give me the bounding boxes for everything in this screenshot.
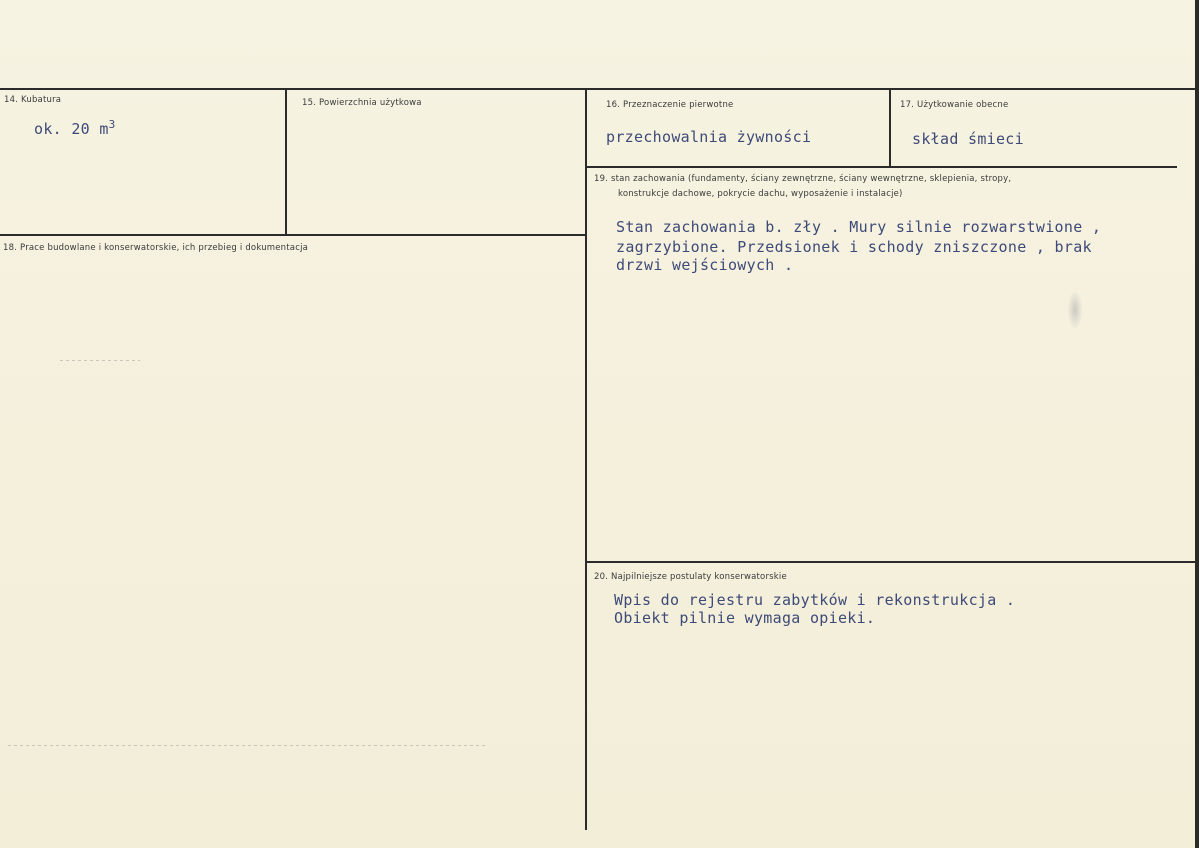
ink-smudge <box>1068 292 1082 328</box>
field-17-label: 17. Użytkowanie obecne <box>900 100 1009 110</box>
field-19-line-2: zagrzybione. Przedsionek i schody zniszczone , brak <box>616 238 1092 256</box>
field-19-line-3: drzwi wejściowych . <box>616 256 794 274</box>
field-17-value: skład śmieci <box>912 130 1024 148</box>
top-rule <box>0 88 1195 90</box>
rule-under-14-15 <box>0 234 585 236</box>
field-20-line-1: Wpis do rejestru zabytków i rekonstrukcja . <box>614 591 1016 609</box>
field-14-label: 14. Kubatura <box>4 95 62 105</box>
divider-left-right <box>585 90 587 830</box>
faint-rule <box>8 745 488 746</box>
field-19-line-1: Stan zachowania b. zły . Mury silnie rozwarstwione , <box>616 218 1102 236</box>
field-16-label: 16. Przeznaczenie pierwotne <box>606 100 734 110</box>
field-14-value <box>34 118 116 138</box>
card-right-edge <box>1195 0 1199 848</box>
field-14-value-superscript: 3 <box>108 118 116 131</box>
field-14-value-text: ok. 20 m <box>34 120 109 138</box>
rule-above-20 <box>587 561 1195 563</box>
divider-16-17 <box>889 90 891 166</box>
field-16-value: przechowalnia żywności <box>606 128 812 146</box>
rule-under-16-17 <box>587 166 1177 168</box>
field-18-label: 18. Prace budowlane i konserwatorskie, ich przebieg i dokumentacja <box>3 243 309 253</box>
field-20-label: 20. Najpilniejsze postulaty konserwatorskie <box>594 572 787 582</box>
field-15-label: 15. Powierzchnia użytkowa <box>302 98 422 108</box>
field-19-label-line2: konstrukcje dachowe, pokrycie dachu, wyposażenie i instalacje) <box>618 189 903 199</box>
divider-14-15 <box>285 90 287 234</box>
field-20-line-2: Obiekt pilnie wymaga opieki. <box>614 609 876 627</box>
faint-rule <box>60 360 140 361</box>
field-19-label-line1: 19. stan zachowania (fundamenty, ściany zewnętrzne, ściany wewnętrzne, sklepienia, stropy, <box>594 174 1012 184</box>
